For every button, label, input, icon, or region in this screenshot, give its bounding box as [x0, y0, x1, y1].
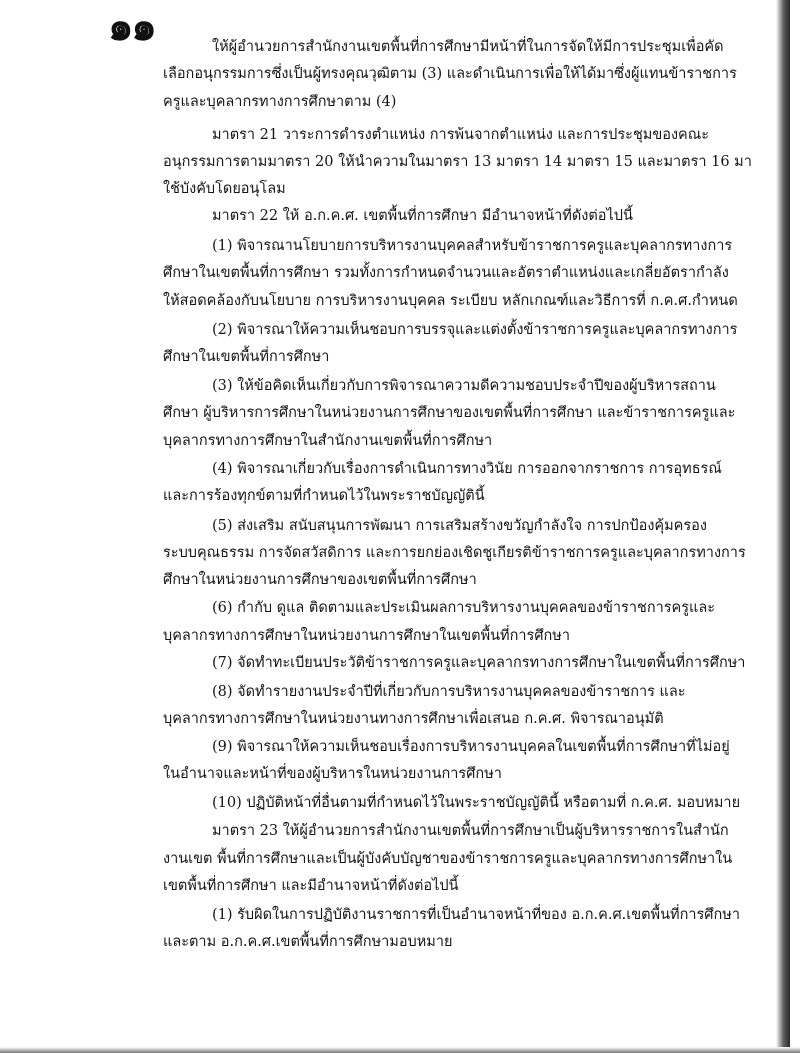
paragraph-line: ใช้บังคับโดยอนุโลม	[163, 181, 286, 197]
page-number: ๑๑	[108, 4, 155, 50]
list-item-3: (3) ให้ข้อคิดเห็นเกี่ยวกับการพิจารณาความดีความชอบประจำปีของผู้บริหารสถาน	[212, 378, 716, 394]
paragraph-line: งานเขต พื้นที่การศึกษาและเป็นผู้บังคับบัญชาของข้าราชการครูและบุคลากรทางการศึกษาใน	[163, 851, 733, 867]
section-23-heading: มาตรา 23 ให้ผู้อำนวยการสำนักงานเขตพื้นที่การศึกษาเป็นผู้บริหารราชการในสำนัก	[212, 823, 729, 839]
paragraph-line: ให้สอดคล้องกับนโยบาย การบริหารงานบุคคล ระเบียบ หลักเกณฑ์และวิธีการที่ ก.ค.ศ.กำหนด	[163, 293, 738, 309]
list-item-8: (8) จัดทำรายงานประจำปีที่เกี่ยวกับการบริหารงานบุคคลของข้าราชการ และ	[212, 684, 686, 700]
paragraph-line: ระบบคุณธรรม การจัดสวัสดิการ และการยกย่องเชิดชูเกียรติข้าราชการครูและบุคลากรทางการ	[163, 545, 746, 561]
section-21-heading: มาตรา 21 วาระการดำรงตำแหน่ง การพ้นจากตำแหน่ง และการประชุมของคณะ	[212, 127, 709, 143]
list-item-1: (1) พิจารณานโยบายการบริหารงานบุคคลสำหรับข้าราชการครูและบุคลากรทางการ	[212, 238, 733, 254]
paragraph-line: ในอำนาจและหน้าที่ของผู้บริหารในหน่วยงานการศึกษา	[163, 766, 502, 782]
paragraph-line: และการร้องทุกข์ตามที่กำหนดไว้ในพระราชบัญญัตินี้	[163, 488, 485, 504]
list-item-2: (2) พิจารณาให้ความเห็นชอบการบรรจุและแต่งตั้งข้าราชการครูและบุคลากรทางการ	[212, 322, 738, 338]
list-item-7: (7) จัดทำทะเบียนประวัติข้าราชการครูและบุคลากรทางการศึกษาในเขตพื้นที่การศึกษา	[212, 655, 746, 671]
list-item-5: (5) ส่งเสริม สนับสนุนการพัฒนา การเสริมสร้างขวัญกำลังใจ การปกป้องคุ้มครอง	[212, 518, 707, 534]
list-item-4: (4) พิจารณาเกี่ยวกับเรื่องการดำเนินการทางวินัย การออกจากราชการ การอุทธรณ์	[212, 461, 722, 477]
list-item-10: (10) ปฏิบัติหน้าที่อื่นตามที่กำหนดไว้ในพระราชบัญญัตินี้ หรือตามที่ ก.ค.ศ. มอบหมาย	[212, 795, 741, 811]
paragraph-line: ให้ผู้อำนวยการสำนักงานเขตพื้นที่การศึกษามีหน้าที่ในการจัดให้มีการประชุมเพื่อคัด	[212, 39, 724, 55]
scan-bottom-shadow	[0, 1047, 800, 1053]
scan-edge-shadow	[776, 0, 790, 1053]
paragraph-line: บุคลากรทางการศึกษาในสำนักงานเขตพื้นที่การศึกษา	[163, 433, 493, 449]
list-item-9: (9) พิจารณาให้ความเห็นชอบเรื่องการบริหารงานบุคคลในเขตพื้นที่การศึกษาที่ไม่อยู่	[212, 739, 730, 755]
paragraph-line: เขตพื้นที่การศึกษา และมีอำนาจหน้าที่ดังต่อไปนี้	[163, 878, 459, 894]
paragraph-line: เลือกอนุกรรมการซึ่งเป็นผู้ทรงคุณวุฒิตาม (3) และดำเนินการเพื่อให้ได้มาซึ่งผู้แทนข้าราชการ	[163, 66, 737, 82]
paragraph-line: ครูและบุคลากรทางการศึกษาตาม (4)	[163, 94, 397, 110]
paragraph-line: ศึกษา ผู้บริหารการศึกษาในหน่วยงานการศึกษาของเขตพื้นที่การศึกษา และข้าราชการครูและ	[163, 405, 736, 421]
list-item-6: (6) กำกับ ดูแล ติดตามและประเมินผลการบริหารงานบุคคลของข้าราชการครูและ	[212, 600, 716, 616]
section-22-heading: มาตรา 22 ให้ อ.ก.ค.ศ. เขตพื้นที่การศึกษา มีอำนาจหน้าที่ดังต่อไปนี้	[212, 208, 633, 224]
paragraph-line: บุคลากรทางการศึกษาในหน่วยงานทางการศึกษาเพื่อเสนอ ก.ค.ศ. พิจารณาอนุมัติ	[163, 711, 664, 727]
paragraph-line: ศึกษาในเขตพื้นที่การศึกษา รวมทั้งการกำหนดจำนวนและอัตราตำแหน่งและเกลี่ยอัตรากำลัง	[163, 265, 729, 281]
list-item-1: (1) รับผิดในการปฏิบัติงานราชการที่เป็นอำนาจหน้าที่ของ อ.ก.ค.ศ.เขตพื้นที่การศึกษา	[212, 907, 740, 923]
paragraph-line: และตาม อ.ก.ค.ศ.เขตพื้นที่การศึกษามอบหมาย	[163, 934, 453, 950]
paragraph-line: ศึกษาในหน่วยงานการศึกษาของเขตพื้นที่การศึกษา	[163, 572, 477, 588]
paragraph-line: อนุกรรมการตามมาตรา 20 ให้นำความในมาตรา 13 มาตรา 14 มาตรา 15 และมาตรา 16 มา	[163, 154, 752, 170]
paragraph-line: ศึกษาในเขตพื้นที่การศึกษา	[163, 349, 330, 365]
paragraph-line: บุคลากรทางการศึกษาในหน่วยงานการศึกษาในเขตพื้นที่การศึกษา	[163, 628, 570, 644]
